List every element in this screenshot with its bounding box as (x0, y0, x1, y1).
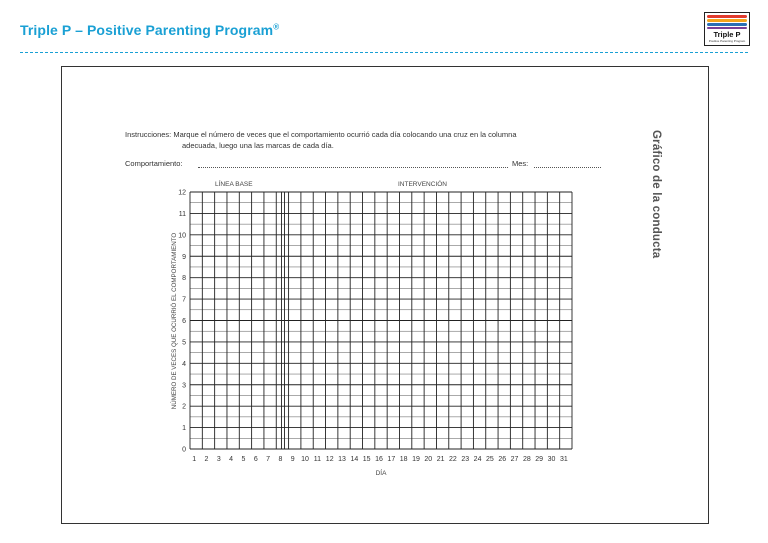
registered-mark: ® (273, 22, 280, 32)
logo-subtext: Positive Parenting Program (708, 39, 746, 43)
x-tick-label: 3 (216, 456, 221, 463)
x-tick-label: 10 (301, 456, 309, 463)
header-title-text: Triple P – Positive Parenting Program (20, 22, 274, 38)
side-title: Gráfico de la conducta (650, 130, 662, 259)
x-tick-label: 28 (522, 456, 531, 463)
x-tick-label: 21 (436, 456, 445, 463)
x-tick-label: 19 (412, 456, 420, 463)
x-tick-label: 15 (362, 456, 371, 463)
x-tick-label: 22 (449, 456, 457, 463)
x-tick-label: 20 (424, 456, 433, 463)
x-tick-label: 23 (461, 456, 470, 463)
y-tick-label: 6 (182, 318, 186, 325)
x-tick-label: 25 (486, 456, 494, 463)
y-tick-label: 0 (182, 446, 186, 454)
x-tick-label: 5 (241, 456, 246, 463)
y-tick-label: 8 (182, 275, 186, 283)
y-tick-label: 3 (182, 382, 186, 390)
logo-text: Triple P (713, 30, 741, 39)
y-tick-label: 11 (178, 210, 186, 218)
y-axis-label: NÚMERO DE VECES QUE OCURRIÓ EL COMPORTAMIENTO (171, 232, 178, 410)
x-tick-label: 26 (498, 456, 507, 463)
x-tick-label: 4 (229, 456, 234, 463)
y-tick-label: 7 (182, 296, 186, 304)
x-tick-label: 8 (278, 456, 283, 463)
instructions-label: Instrucciones: (125, 130, 172, 139)
instructions-text-1: Marque el número de veces que el comportamiento ocurrió cada día colocando una cruz en la columna (173, 130, 517, 139)
y-tick-label: 12 (178, 189, 186, 197)
x-tick-label: 14 (350, 456, 359, 463)
y-tick-label: 2 (182, 403, 186, 411)
x-tick-label: 16 (375, 456, 383, 463)
x-tick-label: 29 (535, 456, 544, 463)
month-label: Mes: (512, 159, 529, 168)
x-tick-label: 17 (387, 456, 396, 463)
x-tick-label: 24 (473, 456, 482, 463)
section-label-baseline: LÍNEA BASE (215, 181, 253, 188)
x-axis-label: DÍA (375, 470, 387, 477)
y-tick-label: 5 (182, 339, 186, 347)
x-tick-label: 7 (266, 456, 271, 463)
x-tick-label: 18 (399, 456, 408, 463)
x-tick-label: 12 (325, 456, 334, 463)
x-tick-label: 31 (559, 456, 568, 463)
x-tick-label: 13 (338, 456, 346, 463)
y-tick-label: 10 (178, 232, 186, 240)
y-tick-label: 4 (182, 360, 186, 368)
instructions-text-2: adecuada, luego una las marcas de cada día. (182, 141, 334, 150)
section-label-intervention: INTERVENCIÓN (398, 181, 447, 188)
y-tick-label: 1 (182, 425, 186, 433)
x-tick-label: 1 (192, 456, 197, 463)
x-tick-label: 2 (204, 456, 209, 463)
y-tick-label: 9 (182, 253, 186, 261)
behavior-label: Comportamiento: (125, 159, 183, 168)
x-tick-label: 27 (510, 456, 519, 463)
x-tick-label: 30 (547, 456, 556, 463)
x-tick-label: 6 (253, 456, 258, 463)
x-tick-label: 9 (290, 456, 295, 463)
x-tick-label: 11 (313, 456, 322, 463)
